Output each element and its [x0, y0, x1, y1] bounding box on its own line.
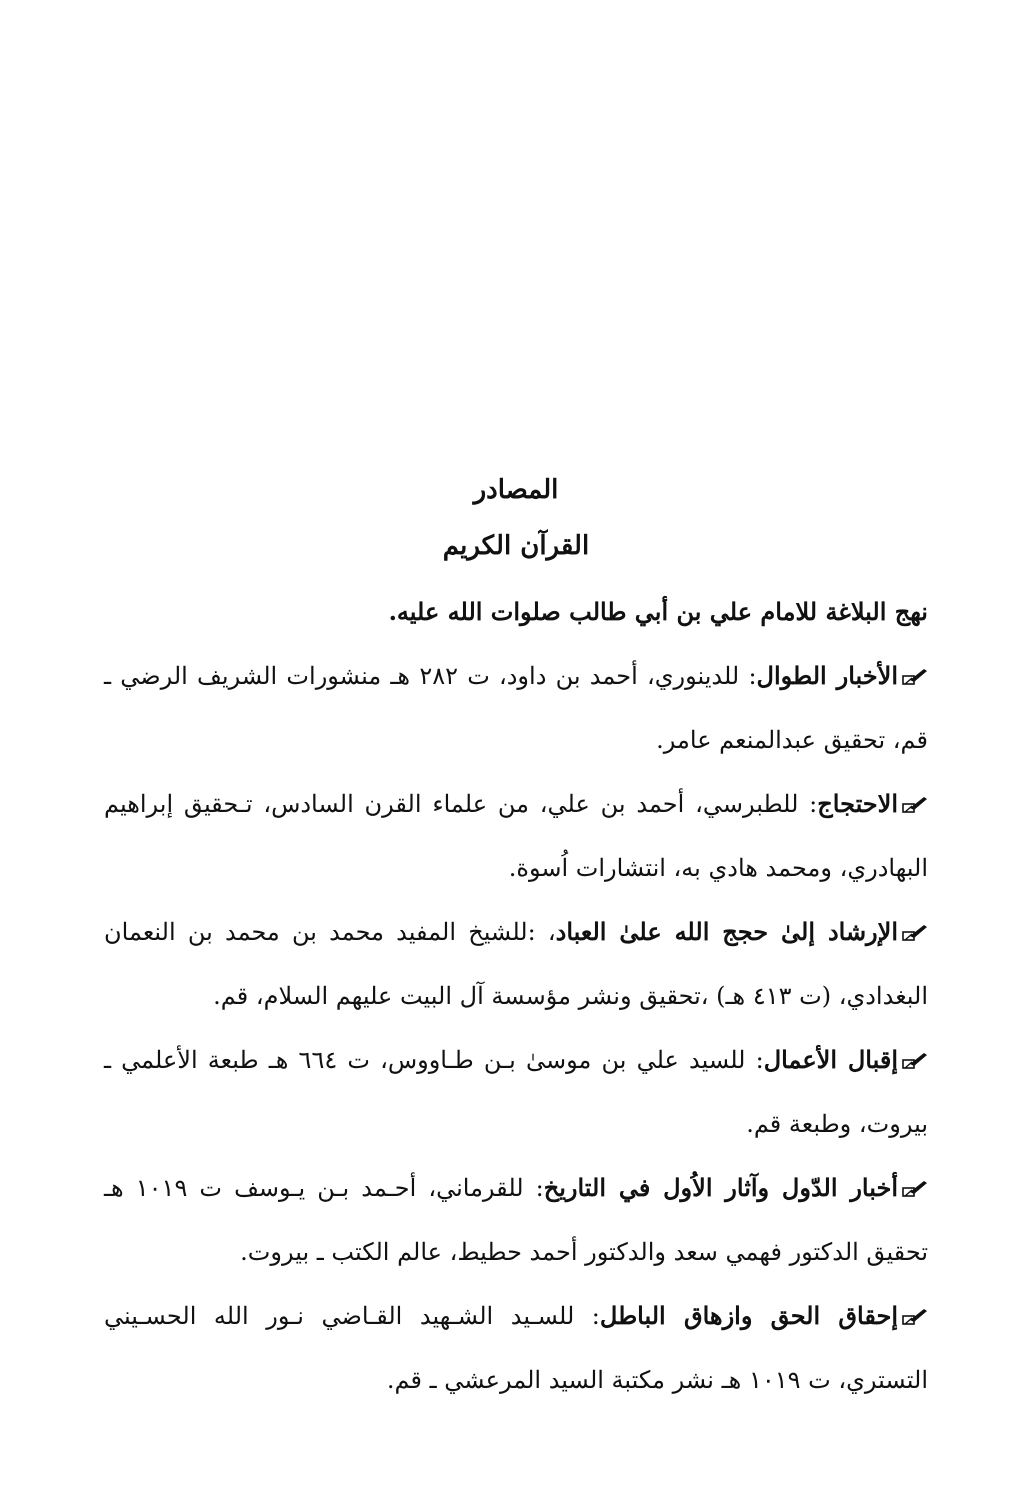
entry-text: : للسيد علي بن موسىٰ بـن طـاووس، ت ٦٦٤ هـ طبعة الأعلمي ـ بيروت، وطبعة قم. — [104, 1046, 928, 1138]
page-subtitle: القرآن الكريم — [442, 531, 590, 561]
bibliography-entry-6 — [104, 1284, 928, 1412]
writing-hand-icon — [902, 1178, 928, 1198]
page-title: المصادر — [473, 475, 559, 505]
writing-hand-icon — [902, 794, 928, 814]
entry-text: : للطبرسي، أحمد بن علي، من علماء القرن السادس، تـحقيق إبراهيم البهادري، ومحمد هادي به، انتشارات اُسوة. — [104, 790, 928, 882]
writing-hand-icon — [902, 1306, 928, 1326]
entry-text: : للقرماني، أحـمد بـن يـوسف ت ١٠١٩ هـ تحقيق الدكتور فهمي سعد والدكتور أحمد حطيط، عالم الكتب ـ بيروت. — [104, 1174, 928, 1266]
bibliography-entry-1 — [104, 644, 928, 772]
bibliography-entry-4 — [104, 1028, 928, 1156]
entry-title: الاحتجاج — [817, 789, 898, 818]
page-body — [104, 470, 928, 1412]
bibliography-entry-3 — [104, 900, 928, 1028]
entry-title: نهج البلاغة للامام علي بن أبي طالب صلوات الله عليه. — [388, 597, 928, 626]
entry-text: : للدينوري، أحمد بن داود، ت ٢٨٢ هـ منشورات الشريف الرضي ـ قم، تحقيق عبدالمنعم عامر. — [104, 662, 928, 754]
entry-text: ، :للشيخ المفيد محمد بن محمد بن النعمان البغدادي، (ت ٤١٣ هـ) ،تحقيق ونشر مؤسسة آل البيت عليهم السلام، قم. — [104, 918, 928, 1010]
writing-hand-icon — [902, 666, 928, 686]
entry-title: إقبال الأعمال — [763, 1045, 898, 1074]
entry-title: الإرشاد إلىٰ حجج الله علىٰ العباد — [555, 917, 899, 946]
bibliography-entry-0 — [104, 580, 928, 644]
entry-title: الأخبار الطوال — [756, 661, 898, 690]
entry-text: : للسـيد الشـهيد القـاضي نـور الله الحسـيني التستري، ت ١٠١٩ هـ نشر مكتبة السيد المرعشي ـ قم. — [104, 1302, 928, 1394]
bibliography-entry-5 — [104, 1156, 928, 1284]
writing-hand-icon — [902, 922, 928, 942]
writing-hand-icon — [902, 1050, 928, 1070]
entry-title: إحقاق الحق وازهاق الباطل — [599, 1301, 899, 1330]
entry-title: أخبار الدّول وآثار الاُول في التاريخ — [543, 1173, 898, 1202]
bibliography-entry-2 — [104, 772, 928, 900]
